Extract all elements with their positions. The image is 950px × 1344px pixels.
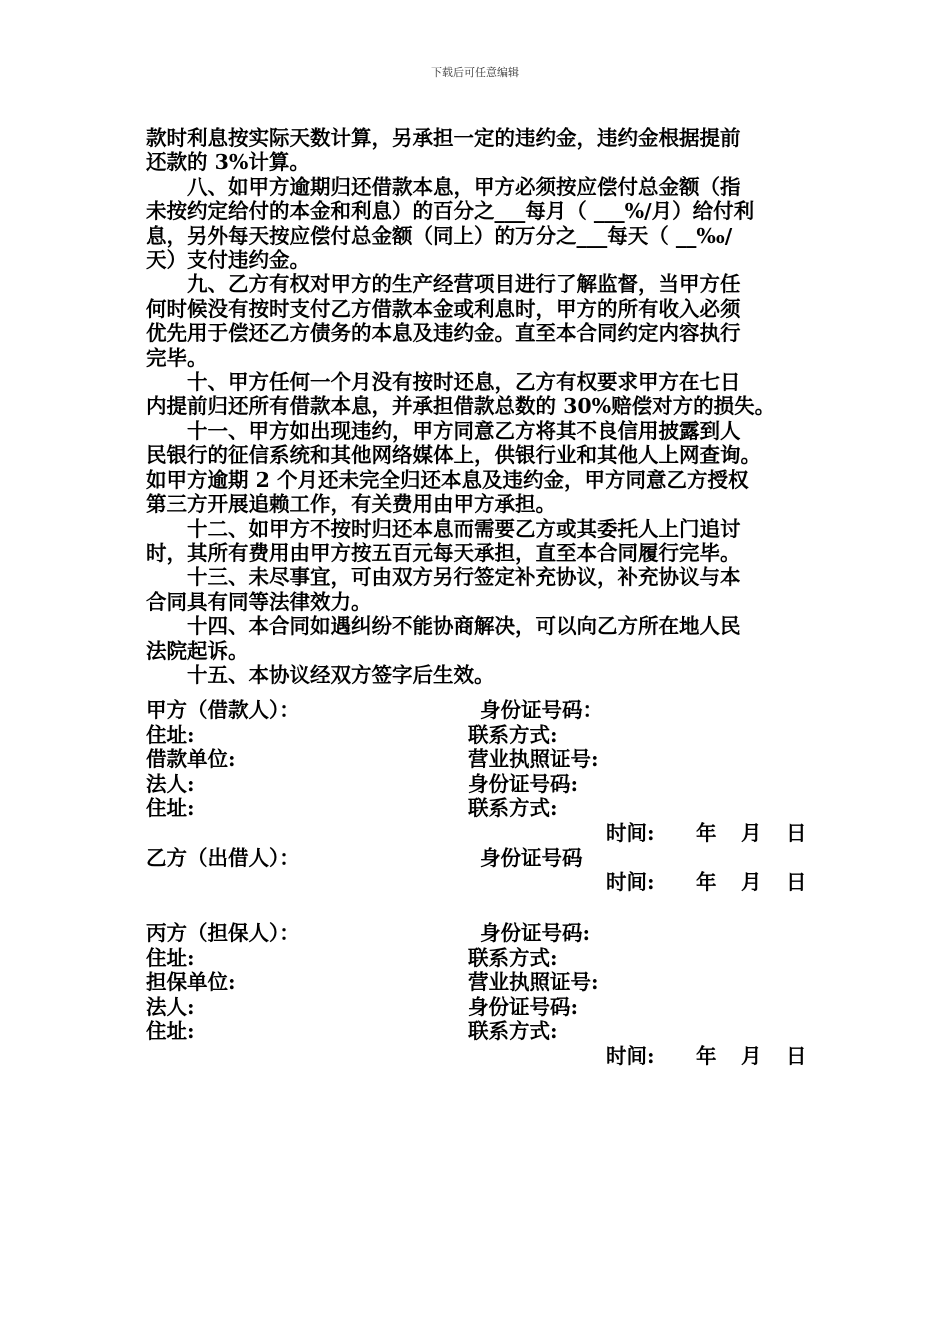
party-a-block — [146, 698, 816, 895]
party-c-contact-label: 联系方式: — [468, 945, 558, 970]
party-a-address-label: 住址: — [146, 722, 195, 747]
party-a-id-label: 身份证号码： — [480, 698, 603, 722]
party-c-name-label: 丙方（担保人）： — [146, 921, 300, 945]
date-year: 年 — [696, 820, 717, 845]
party-b-id-label: 身份证号码 — [480, 845, 583, 870]
party-a-unit-label: 借款单位: — [146, 747, 236, 772]
clause-14-line: 十四、本合同如遇纠纷不能协商解决，可以向乙方所在地人民 — [146, 614, 741, 639]
party-a-name-row — [146, 698, 816, 723]
party-c-name-row — [146, 921, 816, 946]
date-year: 年 — [696, 870, 717, 895]
party-c-unit-row — [146, 970, 816, 995]
date-label: 时间: — [606, 870, 655, 895]
date-label: 时间: — [606, 1043, 655, 1068]
clause-11-line: 民银行的征信系统和其他网络媒体上，供银行业和其他人上网查询。 — [146, 443, 761, 468]
clause-9-line: 完毕。 — [146, 345, 208, 370]
party-a-legal-label: 法人: — [146, 771, 195, 796]
clause-10-line: 十、甲方任何一个月没有按时还息，乙方有权要求甲方在七日 — [146, 370, 741, 395]
page-header-note: 下载后可任意编辑 — [431, 66, 519, 79]
party-b-name-label: 乙方（出借人）： — [146, 845, 300, 870]
party-b-name-row — [146, 846, 816, 871]
party-c-block — [146, 921, 816, 1069]
party-c-legal-label: 法人: — [146, 994, 195, 1019]
clause-8-line: 未按约定给付的本金和利息）的百分之___每月（ ___%/月）给付利 — [146, 199, 755, 224]
party-b-date — [606, 870, 831, 895]
date-month: 月 — [741, 1043, 762, 1068]
party-a-contact-label: 联系方式: — [468, 722, 558, 747]
date-label: 时间: — [606, 820, 655, 845]
party-c-address2-label: 住址: — [146, 1019, 195, 1044]
party-c-legal-id-label: 身份证号码: — [468, 994, 579, 1019]
date-month: 月 — [741, 870, 762, 895]
clause-13-line: 十三、未尽事宜，可由双方另行签定补充协议，补充协议与本 — [146, 565, 741, 590]
party-a-address2-label: 住址: — [146, 796, 195, 821]
date-day: 日 — [786, 820, 807, 845]
clause-11-line: 第三方开展追赖工作，有关费用由甲方承担。 — [146, 492, 556, 517]
party-c-license-label: 营业执照证号: — [468, 970, 599, 995]
party-a-date — [606, 821, 831, 846]
party-c-date — [606, 1044, 831, 1069]
party-c-id-label: 身份证号码: — [480, 921, 591, 945]
party-a-address-row — [146, 723, 816, 748]
party-a-name-label: 甲方（借款人）： — [146, 698, 300, 722]
clause-10-line: 内提前归还所有借款本息，并承担借款总数的 30%赔偿对方的损失。 — [146, 394, 776, 419]
party-a-legal-row — [146, 772, 816, 797]
party-a-address2-row — [146, 796, 816, 821]
clause-15-line: 十五、本协议经双方签字后生效。 — [146, 662, 495, 687]
party-a-license-label: 营业执照证号: — [468, 747, 599, 772]
party-a-legal-id-label: 身份证号码: — [468, 771, 579, 796]
clause-12-line: 十二、如甲方不按时归还本息而需要乙方或其委托人上门追讨 — [146, 516, 741, 541]
party-a-contact2-label: 联系方式: — [468, 796, 558, 821]
party-c-date-row — [146, 1044, 816, 1069]
party-b-date-row — [146, 870, 816, 895]
clause-8-line: 八、如甲方逾期归还借款本息，甲方必须按应偿付总金额（指 — [146, 174, 741, 199]
party-a-date-row — [146, 821, 816, 846]
party-c-address-label: 住址: — [146, 945, 195, 970]
party-c-address2-row — [146, 1019, 816, 1044]
date-month: 月 — [741, 820, 762, 845]
clause-11-line: 如甲方逾期 2 个月还未完全归还本息及违约金，甲方同意乙方授权 — [146, 467, 749, 492]
party-c-address-row — [146, 946, 816, 971]
clause-9-line: 何时候没有按时支付乙方借款本金或利息时，甲方的所有收入必须 — [146, 296, 741, 321]
clause-11-line: 十一、甲方如出现违约，甲方同意乙方将其不良信用披露到人 — [146, 418, 741, 443]
date-year: 年 — [696, 1043, 717, 1068]
body-line: 还款的 3%计算。 — [146, 150, 310, 175]
party-c-contact2-label: 联系方式: — [468, 1019, 558, 1044]
clause-14-line: 法院起诉。 — [146, 638, 249, 663]
party-a-unit-row — [146, 747, 816, 772]
clause-9-line: 九、乙方有权对甲方的生产经营项目进行了解监督，当甲方任 — [146, 272, 741, 297]
body-line: 款时利息按实际天数计算，另承担一定的违约金，违约金根据提前 — [146, 126, 741, 150]
clause-8-line: 息，另外每天按应偿付总金额（同上）的万分之___每天（ __‰/ — [146, 223, 733, 248]
clause-9-line: 优先用于偿还乙方债务的本息及违约金。直至本合同约定内容执行 — [146, 321, 741, 346]
party-c-legal-row — [146, 995, 816, 1020]
date-day: 日 — [786, 1043, 807, 1068]
clause-8-line: 天）支付违约金。 — [146, 248, 310, 273]
clause-12-line: 时，其所有费用由甲方按五百元每天承担，直至本合同履行完毕。 — [146, 540, 741, 565]
clause-13-line: 合同具有同等法律效力。 — [146, 589, 372, 614]
contract-body — [146, 126, 816, 687]
party-c-unit-label: 担保单位: — [146, 970, 236, 995]
date-day: 日 — [786, 870, 807, 895]
